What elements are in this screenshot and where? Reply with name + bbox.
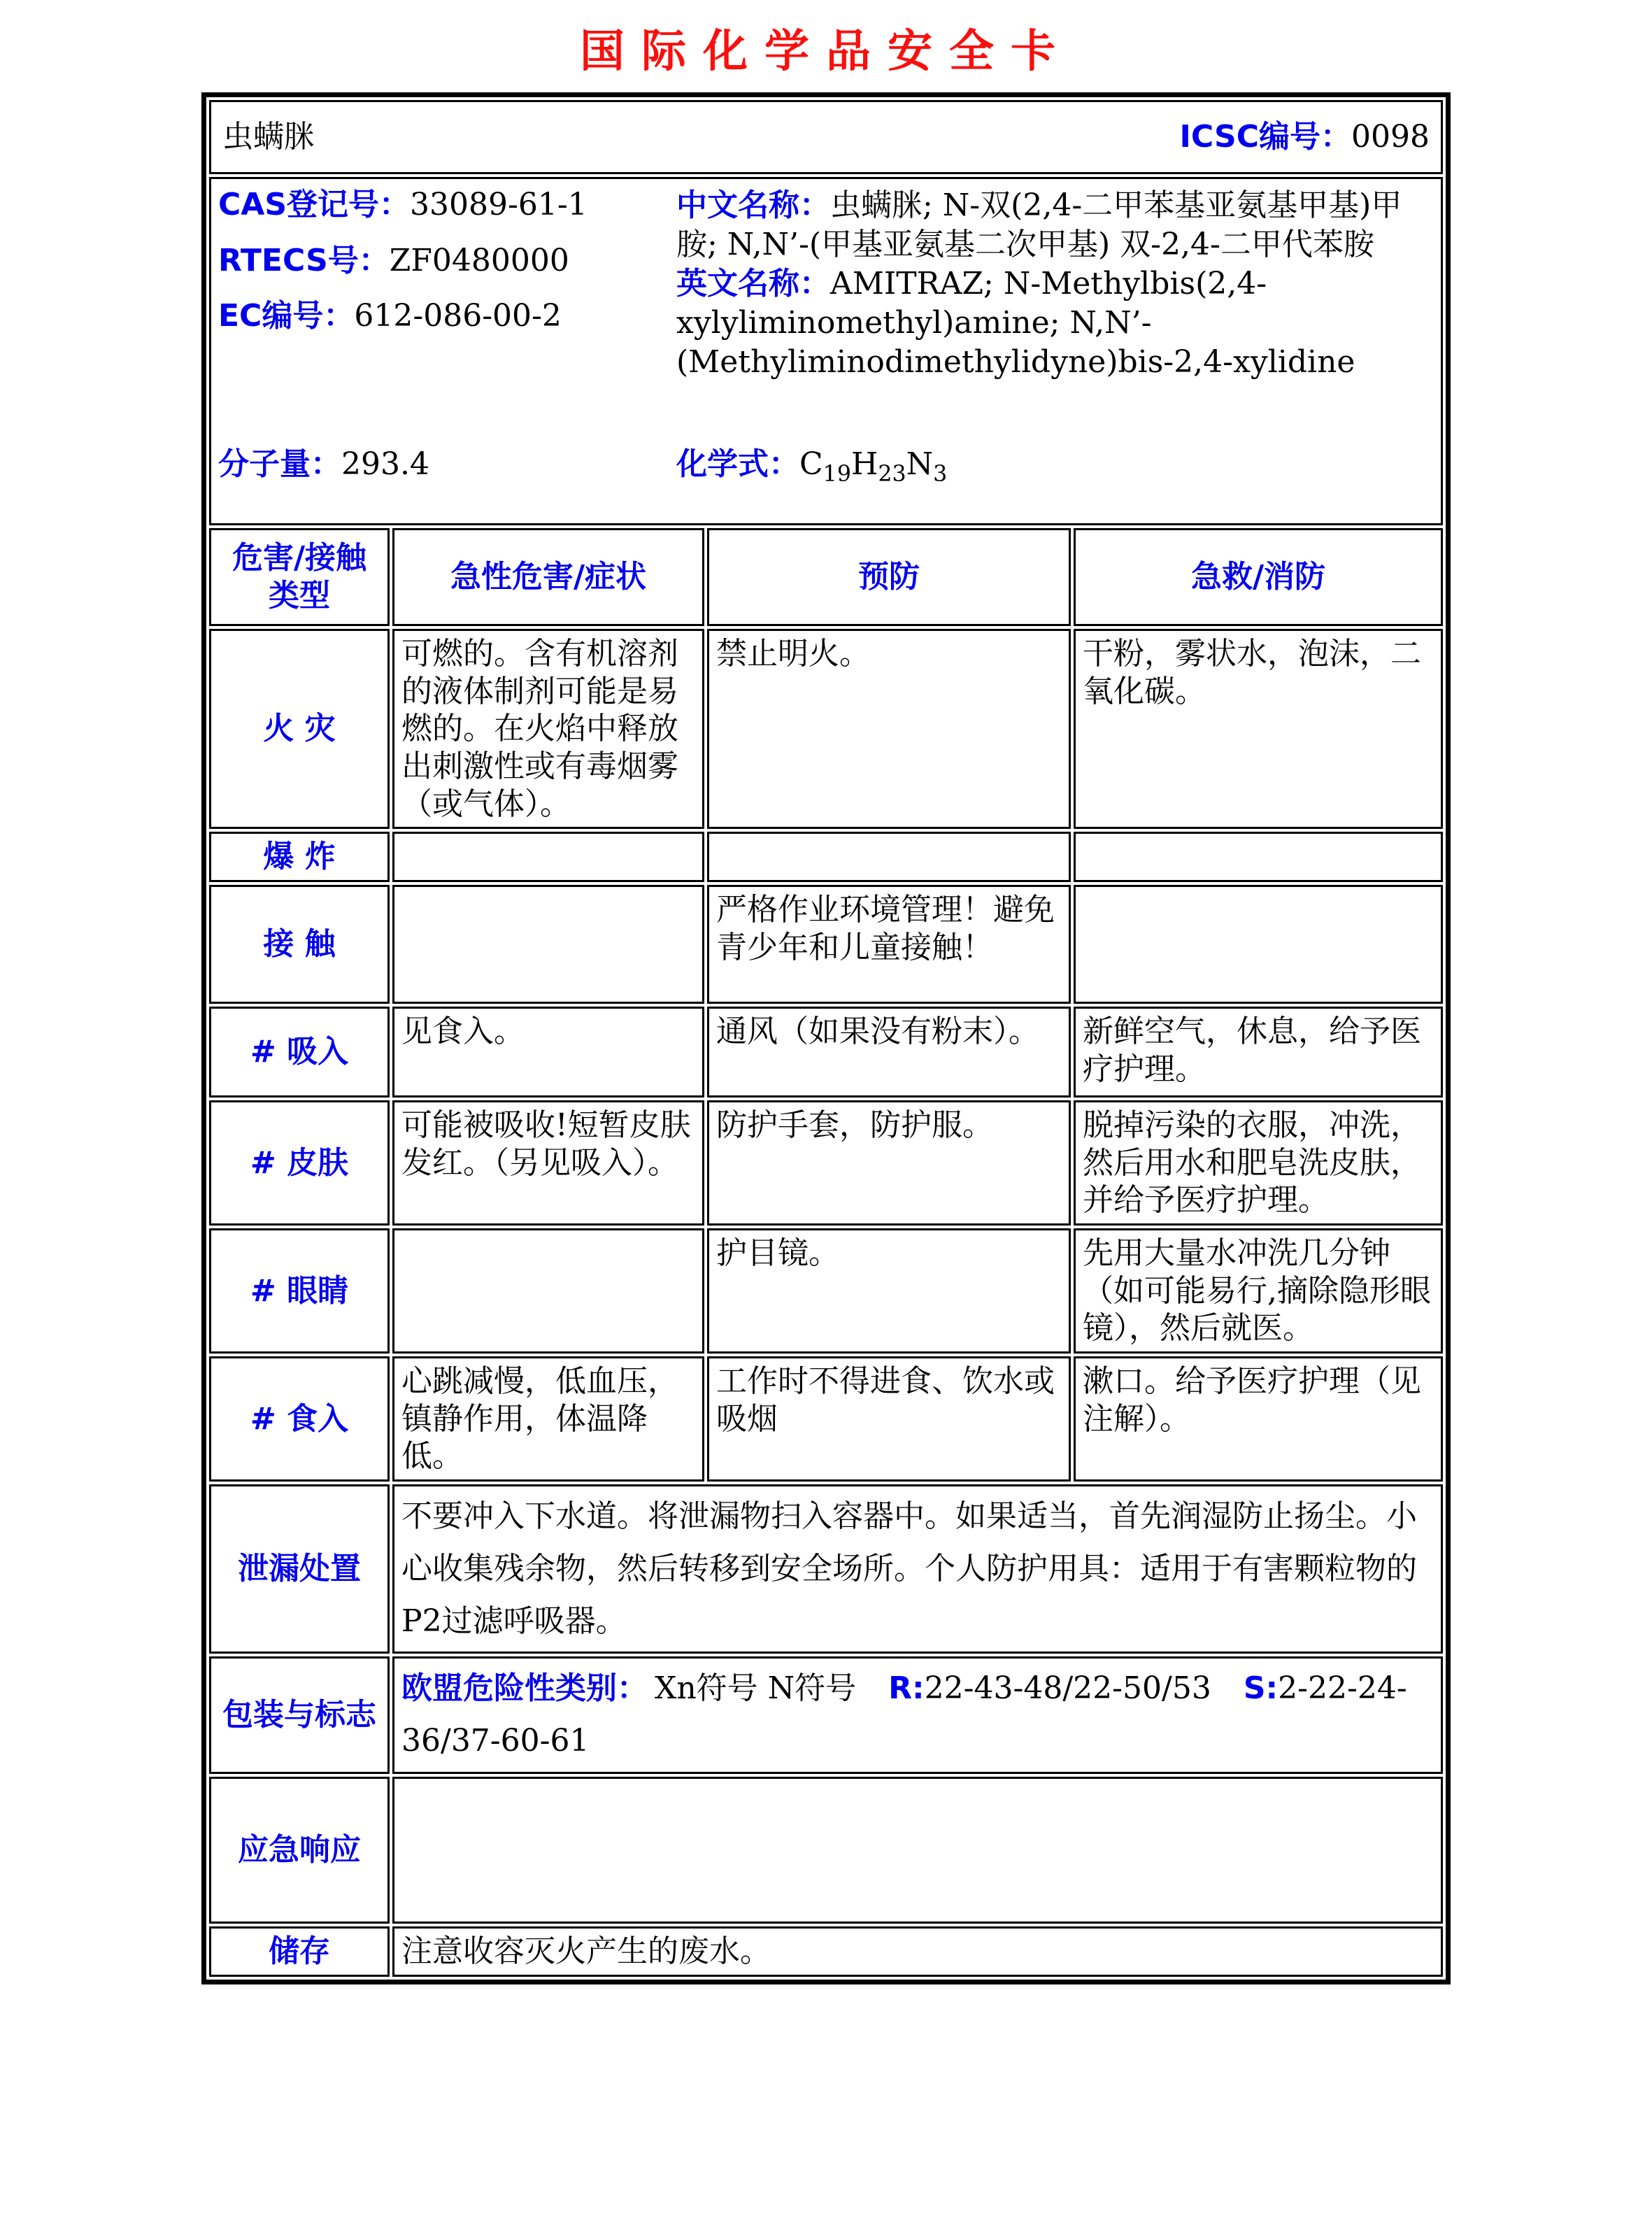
inhalation-label: # 吸入 [209,1007,390,1098]
spillage-content: 不要冲入下水道。将泄漏物扫入容器中。如果适当，首先润湿防止扬尘。小心收集残余物，然后转移到安全场所。个人防护用具：适用于有害颗粒物的P2过滤呼吸器。 [392,1484,1443,1654]
identifiers-cell [209,177,1443,525]
skin-prevention: 防护手套，防护服。 [707,1100,1071,1226]
substance-name: 虫螨脒 [222,119,315,155]
eyes-first-aid: 先用大量水冲洗几分钟（如可能易行,摘除隐形眼镜），然后就医。 [1074,1228,1443,1354]
cas-number [218,186,676,224]
packaging-label: 包装与标志 [209,1656,390,1774]
identifiers-row [209,177,1443,525]
hazard-table-header-row [209,528,1443,626]
chinese-name-label: 中文名称： [676,187,830,223]
page-title: 国际化学品安全卡 [580,25,1072,78]
rtecs-value: ZF0480000 [389,242,569,278]
s-phrases-label: S: [1243,1670,1279,1707]
ingestion-prevention: 工作时不得进食、饮水或吸烟 [707,1356,1071,1482]
emergency-response-label: 应急响应 [209,1777,390,1924]
english-name-value: AMITRAZ; N-Methylbis(2,4-xylyliminomethyl)amine; N,N’-(Methyliminodimethylidyne)bis-2,4-xylidine [676,265,1355,380]
molecular-weight-value: 293.4 [341,446,429,483]
storage-label: 储存 [209,1926,390,1977]
r-phrases-label: R: [888,1670,925,1707]
exposure-symptoms [392,885,704,1004]
icsc-number-label: ICSC编号： [1179,119,1352,155]
inhalation-prevention: 通风（如果没有粉末）。 [707,1007,1071,1098]
fire-label: 火 灾 [209,629,390,829]
inhalation-first-aid: 新鲜空气，休息，给予医疗护理。 [1074,1007,1443,1098]
rtecs-number [218,242,676,280]
chinese-name [676,186,1434,264]
cas-label: CAS登记号： [218,187,411,222]
eyes-label: # 眼睛 [209,1228,390,1354]
emergency-response-content [392,1777,1443,1924]
header-hazard-type: 危害/接触 类型 [209,528,390,626]
skin-label: # 皮肤 [209,1100,390,1226]
substance-names [676,186,1434,381]
english-name [676,264,1434,382]
ingestion-first-aid: 漱口。给予医疗护理（见注解）。 [1074,1356,1443,1482]
fire-prevention: 禁止明火。 [707,629,1071,829]
fire-row [209,629,1443,829]
ec-number [218,297,676,335]
explosion-row [209,832,1443,882]
explosion-first-aid [1074,832,1443,882]
chinese-name-value: 虫螨脒; N-双(2,4-二甲苯基亚氨基甲基)甲胺; N,N’-(甲基亚氨基二次甲基) 双-2,4-二甲代苯胺 [676,187,1402,262]
eyes-prevention: 护目镜。 [707,1228,1071,1354]
exposure-label: 接 触 [209,885,390,1004]
eyes-symptoms [392,1228,704,1354]
substance-header-row [209,100,1443,174]
fire-symptoms: 可燃的。含有机溶剂的液体制剂可能是易燃的。在火焰中释放出刺激性或有毒烟雾（或气体）。 [392,629,704,829]
molecular-weight [218,446,676,483]
ingestion-symptoms: 心跳减慢，低血压，镇静作用，体温降低。 [392,1356,704,1482]
eyes-row [209,1228,1443,1354]
packaging-content [392,1656,1443,1774]
r-phrases-value: 22-43-48/22-50/53 [924,1670,1211,1707]
header-acute-symptoms: 急性危害/症状 [392,528,704,626]
exposure-prevention: 严格作业环境管理！避免青少年和儿童接触！ [707,885,1071,1004]
spillage-row [209,1484,1443,1654]
eu-hazard-class-label: 欧盟危险性类别： [401,1670,648,1707]
ingestion-row [209,1356,1443,1482]
eu-hazard-class-value: Xn符号 N符号 [655,1670,857,1707]
substance-header-cell [209,100,1443,174]
packaging-row [209,1656,1443,1774]
inhalation-symptoms: 见食入。 [392,1007,704,1098]
s-phrases-value: 2-22-24-36/37-60-61 [401,1670,1407,1759]
inhalation-row [209,1007,1443,1098]
explosion-symptoms [392,832,704,882]
icsc-card-table [201,92,1451,1984]
ec-label: EC编号： [218,298,355,334]
chemical-formula-value: $C_{19}H_{23}N_3$ [799,446,948,488]
explosion-label: 爆 炸 [209,832,390,882]
ingestion-label: # 食入 [209,1356,390,1482]
chemical-formula [676,446,1434,488]
cas-value: 33089-61-1 [410,187,588,222]
skin-symptoms: 可能被吸收!短暂皮肤发红。（另见吸入）。 [392,1100,704,1226]
fire-first-aid: 干粉，雾状水，泡沫，二氧化碳。 [1074,629,1443,829]
rtecs-label: RTECS号： [218,242,390,278]
icsc-number [1180,118,1430,156]
english-name-label: 英文名称： [676,265,830,301]
header-first-aid: 急救/消防 [1074,528,1443,626]
header-prevention: 预防 [707,528,1071,626]
explosion-prevention [707,832,1071,882]
storage-row [209,1926,1443,1977]
skin-row [209,1100,1443,1226]
exposure-first-aid [1074,885,1443,1004]
ec-value: 612-086-00-2 [354,298,562,334]
emergency-response-row [209,1777,1443,1924]
spillage-label: 泄漏处置 [209,1484,390,1654]
exposure-row [209,885,1443,1004]
skin-first-aid: 脱掉污染的衣服，冲洗，然后用水和肥皂洗皮肤，并给予医疗护理。 [1074,1100,1443,1226]
molecular-weight-label: 分子量： [218,446,341,483]
icsc-number-value: 0098 [1351,119,1430,155]
storage-content: 注意收容灭火产生的废水。 [392,1926,1443,1977]
registry-numbers [218,186,676,381]
chemical-formula-label: 化学式： [676,446,799,483]
